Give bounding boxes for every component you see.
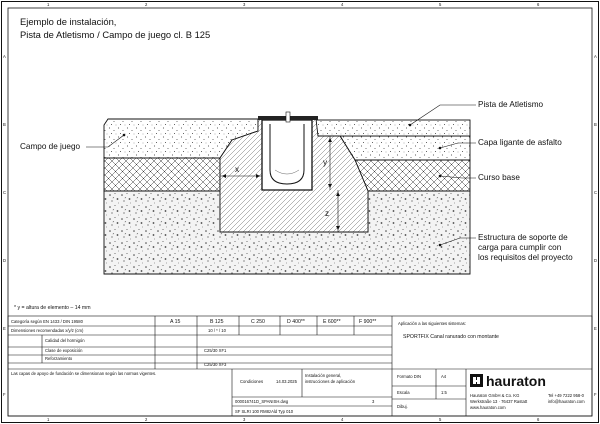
application-heading: Aplicación a las siguientes sistemas:: [398, 321, 466, 326]
format-label: Formato DIN: [397, 374, 421, 379]
class-a15: A 15: [170, 319, 181, 325]
company-line-2: Werkstraße 13 · 76437 Rastatt: [470, 399, 528, 404]
col-number: 2: [145, 2, 148, 7]
dim-x-label: x: [235, 165, 240, 174]
col-number: 5: [439, 417, 442, 422]
contact-line-2: info@hauraton.com: [548, 399, 585, 404]
row-letter: C: [3, 190, 7, 195]
title-block-text: [11, 319, 585, 414]
conditions-date: 14.03.2025: [276, 379, 297, 384]
label-pista: Pista de Atletismo: [478, 100, 544, 109]
channel-inner-profile: [270, 124, 304, 184]
dim-y-label: y: [323, 158, 328, 167]
col-number: 3: [243, 2, 246, 7]
col-number: 1: [47, 2, 50, 7]
install-line-1: Instalación general,: [305, 373, 342, 378]
class-d400: D 400**: [287, 319, 305, 325]
footnote: * y = altura de elemento – 14 mm: [14, 305, 91, 311]
class-e600: E 600**: [323, 319, 341, 325]
std-header: Categoría según EN 1433 / DIN 19580: [11, 319, 83, 324]
row-letters-right: [594, 54, 597, 397]
page-number: 3: [372, 399, 375, 404]
ref-code: SF SLRI 100 RM8zAld Typ 010: [235, 409, 294, 414]
row-letter: E: [3, 326, 6, 331]
col-number: 4: [341, 2, 344, 7]
col-number: 5: [439, 2, 442, 7]
col-number: 4: [341, 417, 344, 422]
foundation-note: Las capas de apoyo de fundación se dimensionan según las normas vigentes.: [11, 371, 157, 376]
company-line-3: www.hauraton.com: [470, 405, 506, 410]
row-letter: C: [594, 190, 598, 195]
format-value: A4: [441, 374, 447, 379]
row-letter: B: [3, 122, 6, 127]
label-estructura-2: carga para cumplir con: [478, 243, 562, 252]
row-letter: F: [594, 392, 597, 397]
contact-line-1: Tel +49 7222 958-0: [548, 393, 584, 398]
label-estructura-3: los requisitos del proyecto: [478, 253, 573, 262]
row-letter: F: [3, 392, 6, 397]
scale-label: Escala: [397, 390, 410, 395]
row-label-quality: Calidad del hormigón: [45, 338, 85, 343]
scale-value: 1:5: [441, 390, 447, 395]
dim-z-label: z: [325, 209, 330, 218]
row-letter: B: [594, 122, 597, 127]
b125-exposure: C25/30 XF1: [204, 348, 227, 353]
col-number: 3: [243, 417, 246, 422]
row-letter: D: [594, 258, 598, 263]
file-name: 000016741D_SPANISH.dwg: [235, 399, 289, 404]
label-capa: Capa ligante de asfalto: [478, 138, 562, 147]
drawing-title-line1: Ejemplo de instalación,: [20, 16, 117, 27]
row-letter: D: [3, 258, 7, 263]
b125-dims: 10 / * / 10: [208, 328, 226, 333]
label-campo: Campo de juego: [20, 142, 81, 151]
grate-slot: [286, 112, 290, 122]
row-label-reinforcement: Reforzamiento: [45, 356, 73, 361]
row-letters-left: [3, 54, 6, 397]
conditions-label: Condiciones: [240, 379, 264, 384]
class-c250: C 250: [251, 319, 265, 325]
row-label-exposure: Clase de exposición: [45, 348, 83, 353]
slotted-grate-left: [258, 116, 286, 120]
hauraton-logo: [470, 373, 546, 389]
col-number: 6: [537, 2, 540, 7]
row-letter: A: [3, 54, 6, 59]
class-f900: F 900**: [359, 319, 377, 325]
row-letter: E: [594, 326, 597, 331]
base-course-right: [355, 160, 470, 191]
column-numbers-top: [47, 2, 540, 7]
class-b125: B 125: [210, 319, 224, 325]
application-text: SPORTFIX Canal ranurado con montante: [403, 334, 499, 340]
label-curso: Curso base: [478, 173, 520, 182]
row-label-dims: Dimensiones recomendadas x/y/z (cm): [11, 328, 84, 333]
logo-text: hauraton: [486, 373, 546, 389]
install-line-2: instrucciones de aplicación: [305, 379, 356, 384]
drawing-title-line2: Pista de Atletismo / Campo de juego cl. B 125: [20, 29, 211, 40]
drawn-label: Dibuj.: [397, 404, 408, 409]
col-number: 6: [537, 417, 540, 422]
col-number: 1: [47, 417, 50, 422]
col-number: 2: [145, 417, 148, 422]
slotted-grate-right: [290, 116, 318, 120]
cross-section: [104, 112, 470, 274]
row-letter: A: [594, 54, 597, 59]
label-estructura-1: Estructura de soporte de: [478, 233, 568, 242]
b125-reinforcement: C25/30 XF3: [204, 362, 227, 367]
base-course: [104, 158, 220, 191]
column-numbers-bottom: [47, 417, 540, 422]
company-line-1: Hauraton GmbH & Co. KG: [470, 393, 520, 398]
track-surface: [300, 120, 470, 136]
